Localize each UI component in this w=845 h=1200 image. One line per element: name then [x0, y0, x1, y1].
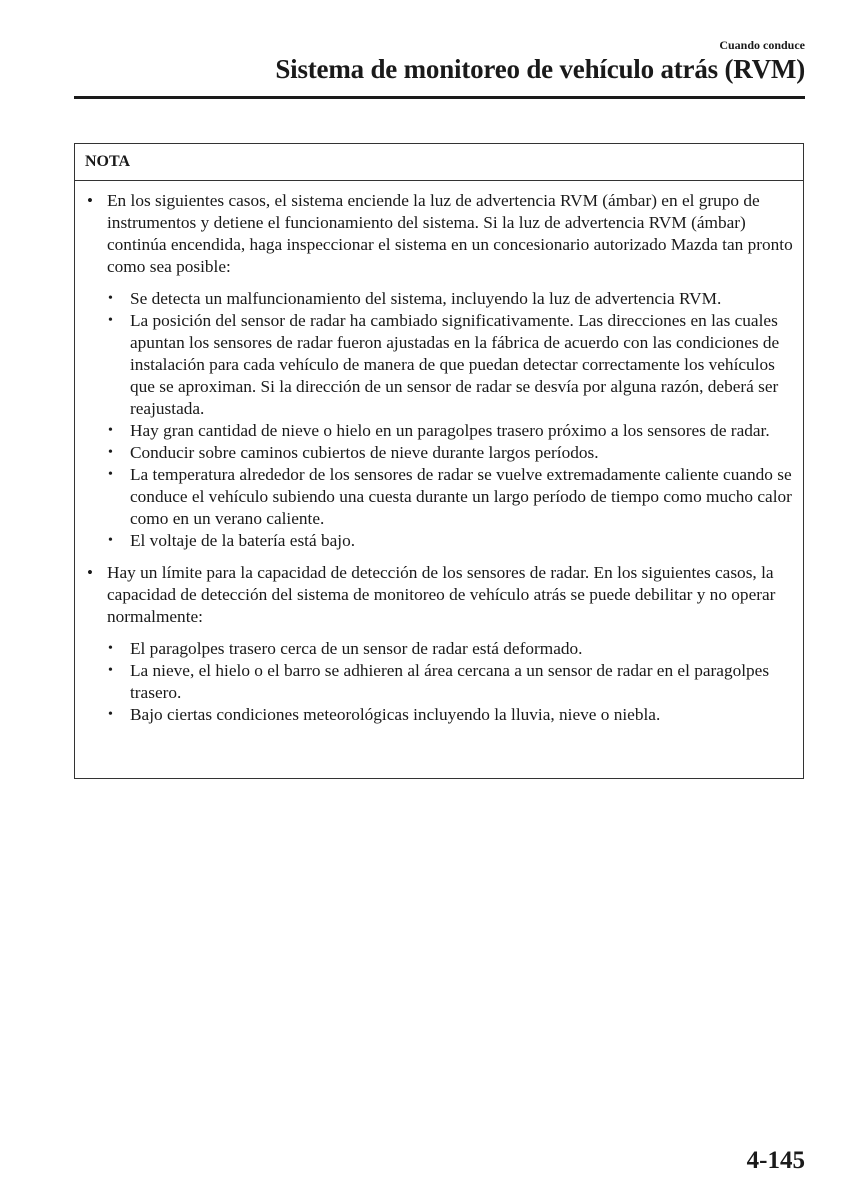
sub-list-text: Conducir sobre caminos cubiertos de nieve durante largos períodos. [130, 443, 599, 462]
sub-list-text: El paragolpes trasero cerca de un sensor de radar está deformado. [130, 639, 583, 658]
bullet-icon: • [87, 563, 93, 582]
note-bullet-text: En los siguientes casos, el sistema enciende la luz de advertencia RVM (ámbar) en el grupo de instrumentos y detiene el funcionamiento del sistema. Si la luz de advertencia RVM (ámbar) continúa encendida, haga inspeccionar el sistema en un concesionario autorizado Mazda tan pronto como sea posible: [107, 191, 793, 276]
sub-list-text: Hay gran cantidad de nieve o hielo en un paragolpes trasero próximo a los sensores de radar. [130, 421, 770, 440]
note-box [74, 143, 804, 779]
sub-list-item [107, 420, 793, 442]
sub-bullet-icon: • [108, 641, 113, 656]
sub-list [107, 638, 793, 726]
sub-list-text: El voltaje de la batería está bajo. [130, 531, 356, 550]
sub-list-item [107, 704, 793, 726]
sub-list-item [107, 288, 793, 310]
section-label: Cuando conduce [719, 38, 805, 52]
sub-bullet-icon: • [108, 707, 113, 722]
sub-bullet-icon: • [108, 663, 113, 678]
sub-bullet-icon: • [108, 445, 113, 460]
header-divider [74, 96, 805, 99]
sub-list [107, 288, 793, 552]
sub-list-item [107, 442, 793, 464]
bullet-icon: • [87, 191, 93, 210]
page-title: Sistema de monitoreo de vehículo atrás (RVM) [275, 54, 805, 84]
sub-bullet-icon: • [108, 291, 113, 306]
note-bullet-text: Hay un límite para la capacidad de detección de los sensores de radar. En los siguientes casos, la capacidad de detección del sistema de monitoreo de vehículo atrás se puede debilitar y no operar normalmente: [107, 563, 776, 626]
sub-bullet-icon: • [108, 313, 113, 328]
note-bullet [87, 562, 793, 726]
sub-bullet-icon: • [108, 467, 113, 482]
sub-bullet-icon: • [108, 423, 113, 438]
sub-bullet-icon: • [108, 533, 113, 548]
sub-list-text: La nieve, el hielo o el barro se adhieren al área cercana a un sensor de radar en el paragolpes trasero. [130, 661, 770, 702]
sub-list-item [107, 310, 793, 420]
sub-list-text: Bajo ciertas condiciones meteorológicas incluyendo la lluvia, nieve o niebla. [130, 705, 661, 724]
sub-list-text: La temperatura alrededor de los sensores de radar se vuelve extremadamente caliente cuando se conduce el vehículo subiendo una cuesta durante un largo período de tiempo como mucho calor como en un verano caliente. [130, 465, 792, 528]
note-bullet [87, 190, 793, 552]
sub-list-item [107, 638, 793, 660]
note-heading: NOTA [75, 144, 803, 181]
sub-list-item [107, 530, 793, 552]
page-number: 4-145 [746, 1147, 805, 1174]
sub-list-text: Se detecta un malfuncionamiento del sistema, incluyendo la luz de advertencia RVM. [130, 289, 722, 308]
note-body [75, 181, 803, 726]
sub-list-item [107, 660, 793, 704]
sub-list-item [107, 464, 793, 530]
sub-list-text: La posición del sensor de radar ha cambiado significativamente. Las direcciones en las cuales apuntan los sensores de radar fueron ajustadas en la fábrica de acuerdo con las condiciones de instalación para cada vehículo de manera de que puedan detectar correctamente los vehículos que se aproximan. Si la dirección de un sensor de radar se desvía por alguna razón, deberá ser reajustada. [130, 311, 780, 418]
